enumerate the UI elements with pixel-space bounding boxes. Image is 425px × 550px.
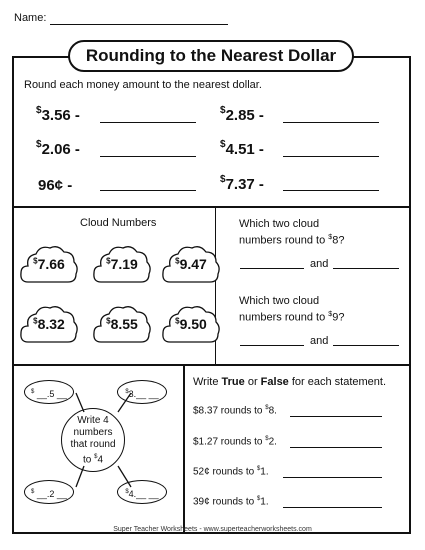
answer-blank-4[interactable] (283, 156, 379, 157)
statement-3: 52¢ rounds to $1. (193, 466, 269, 478)
name-label: Name: (14, 12, 47, 24)
cloud-6: $9.50 (160, 302, 222, 346)
section1-instruction: Round each money amount to the nearest dollar. (24, 79, 262, 91)
cloud-answer-1a[interactable] (240, 268, 304, 269)
statement-blank-1[interactable] (290, 416, 382, 417)
cloud-numbers-title: Cloud Numbers (80, 217, 157, 229)
problem-6: $7.37 - (220, 174, 264, 193)
web-oval-3[interactable]: $ __.2 __ (24, 480, 74, 504)
cloud-2: $7.19 (91, 242, 153, 286)
cloud-answer-1b[interactable] (333, 268, 399, 269)
cloud-question-2: Which two cloud numbers round to $9? (239, 295, 345, 324)
problem-3: $2.06 - (36, 139, 80, 158)
cloud-5: $8.55 (91, 302, 153, 346)
section-divider-1 (12, 206, 411, 208)
true-false-instruction: Write True or False for each statement. (193, 376, 387, 388)
and-label: and (310, 335, 329, 347)
web-oval-1[interactable]: $ __.5 __ (24, 380, 74, 404)
footer-credit: Super Teacher Worksheets - www.superteacherworksheets.com (113, 526, 312, 533)
web-center: Write 4 numbers that round to $4 (61, 408, 125, 472)
statement-2: $1.27 rounds to $2. (193, 436, 277, 448)
problem-1: $3.56 - (36, 105, 80, 124)
problem-2: $2.85 - (220, 105, 264, 124)
answer-blank-5[interactable] (100, 190, 196, 191)
statement-blank-4[interactable] (283, 507, 382, 508)
answer-blank-1[interactable] (100, 122, 196, 123)
cloud-question-1: Which two cloud numbers round to $8? (239, 218, 345, 247)
statement-1: $8.37 rounds to $8. (193, 405, 277, 417)
answer-blank-2[interactable] (283, 122, 379, 123)
problem-4: $4.51 - (220, 139, 264, 158)
statement-4: 39¢ rounds to $1. (193, 496, 269, 508)
worksheet-title: Rounding to the Nearest Dollar (68, 40, 354, 72)
web-oval-2[interactable]: $3.__ __ (117, 380, 167, 404)
statement-blank-3[interactable] (283, 477, 382, 478)
cloud-answer-2a[interactable] (240, 345, 304, 346)
web-oval-4[interactable]: $4.__ __ (117, 480, 167, 504)
answer-blank-3[interactable] (100, 156, 196, 157)
cloud-4: $8.32 (18, 302, 80, 346)
cloud-3: $9.47 (160, 242, 222, 286)
statement-blank-2[interactable] (290, 447, 382, 448)
and-label: and (310, 258, 329, 270)
answer-blank-6[interactable] (283, 190, 379, 191)
name-blank[interactable] (50, 24, 228, 25)
problem-5: 96¢ - (38, 177, 73, 194)
cloud-answer-2b[interactable] (333, 345, 399, 346)
cloud-1: $7.66 (18, 242, 80, 286)
